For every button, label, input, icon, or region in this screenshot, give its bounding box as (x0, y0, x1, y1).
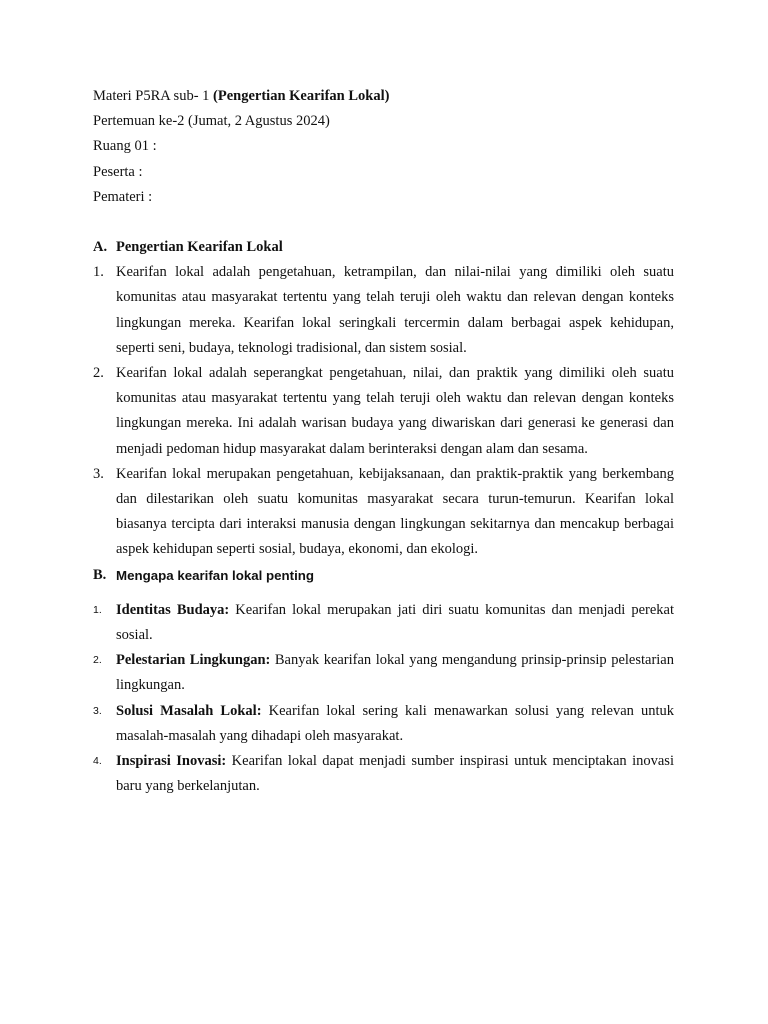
list-item (93, 361, 674, 462)
list-item-number: 3. (93, 465, 104, 482)
list-item (93, 648, 674, 698)
list-item-description: Banyak kearifan lokal yang mengandung prinsip-prinsip pelestarian lingkungan. (116, 652, 674, 694)
title-prefix: Materi P5RA sub- 1 (93, 88, 214, 104)
list-item-text: Kearifan lokal adalah pengetahuan, ketrampilan, dan nilai-nilai yang dimiliki oleh suatu komunitas atau masyarakat tertentu yang telah teruji oleh waktu dan relevan dengan konteks lingkungan mereka. Kearifan lokal seringkali tercermin dalam berbagai aspek kehidupan, seperti seni, budaya, teknologi tradisional, dan sistem sosial. (116, 264, 674, 356)
list-item-text (116, 598, 674, 648)
section-b-letter: B. (93, 566, 107, 583)
list-item-description: Kearifan lokal dapat menjadi sumber inspirasi untuk menciptakan inovasi baru yang berkelanjutan. (116, 753, 674, 795)
list-item-description: Kearifan lokal merupakan jati diri suatu komunitas dan menjadi perekat sosial. (116, 601, 674, 644)
meeting-info: Pertemuan ke-2 (Jumat, 2 Agustus 2024) (93, 113, 330, 130)
list-item-number: 4. (93, 755, 102, 768)
section-a-title: Pengertian Kearifan Lokal (116, 239, 283, 256)
list-item-number: 1. (93, 264, 104, 281)
list-item-term: Identitas Budaya: (116, 601, 230, 618)
list-item-number: 2. (93, 365, 104, 382)
list-item-text: Kearifan lokal merupakan pengetahuan, kebijaksanaan, dan praktik-praktik yang berkembang dan dilestarikan oleh suatu komunitas masyarakat secara turun-temurun. Kearifan lokal biasanya tercipta dari interaksi manusia dengan lingkungan sekitarnya dan mencakup berbagai aspek kehidupan seperti sosial, budaya, ekonomi, dan ekologi. (116, 465, 674, 558)
speaker-info: Pemateri : (93, 188, 153, 205)
list-item (93, 749, 674, 799)
list-item-description: Kearifan lokal sering kali menawarkan solusi yang relevan untuk masalah-masalah yang dihadapi oleh masyarakat. (116, 702, 675, 744)
list-item-term: Pelestarian Lingkungan: (116, 652, 271, 669)
section-b-heading (93, 563, 674, 588)
section-b-list (93, 598, 674, 800)
spacer (93, 210, 674, 235)
section-a-letter: A. (93, 239, 108, 256)
list-item-text (116, 648, 674, 698)
participants-info: Peserta : (93, 163, 143, 180)
section-a-heading (93, 235, 674, 260)
list-item-term: Inspirasi Inovasi: (116, 753, 227, 770)
room-info: Ruang 01 : (93, 138, 157, 155)
list-item-number: 1. (93, 603, 102, 616)
list-item-term: Solusi Masalah Lokal: (116, 702, 262, 719)
document-page (93, 84, 674, 799)
list-item (93, 260, 674, 361)
list-item (93, 462, 674, 563)
list-item-text (116, 749, 674, 799)
list-item (93, 699, 674, 749)
list-item-number: 2. (93, 654, 102, 667)
list-item-text (116, 699, 674, 749)
document-title (93, 84, 674, 109)
list-item-text: Kearifan lokal adalah seperangkat pengetahuan, nilai, dan praktik yang dimiliki oleh suatu komunitas atau masyarakat tertentu yang telah teruji oleh waktu dan relevan dengan konteks lingkungan mereka. Ini adalah warisan budaya yang diwariskan dari generasi ke generasi dan menjadi pedoman hidup masyarakat dalam berinteraksi dengan alam dan sesama. (116, 365, 674, 457)
list-item (93, 598, 674, 648)
section-b-title: Mengapa kearifan lokal penting (116, 567, 315, 583)
list-item-number: 3. (93, 704, 102, 717)
title-bold: (Pengertian Kearifan Lokal) (213, 88, 390, 104)
